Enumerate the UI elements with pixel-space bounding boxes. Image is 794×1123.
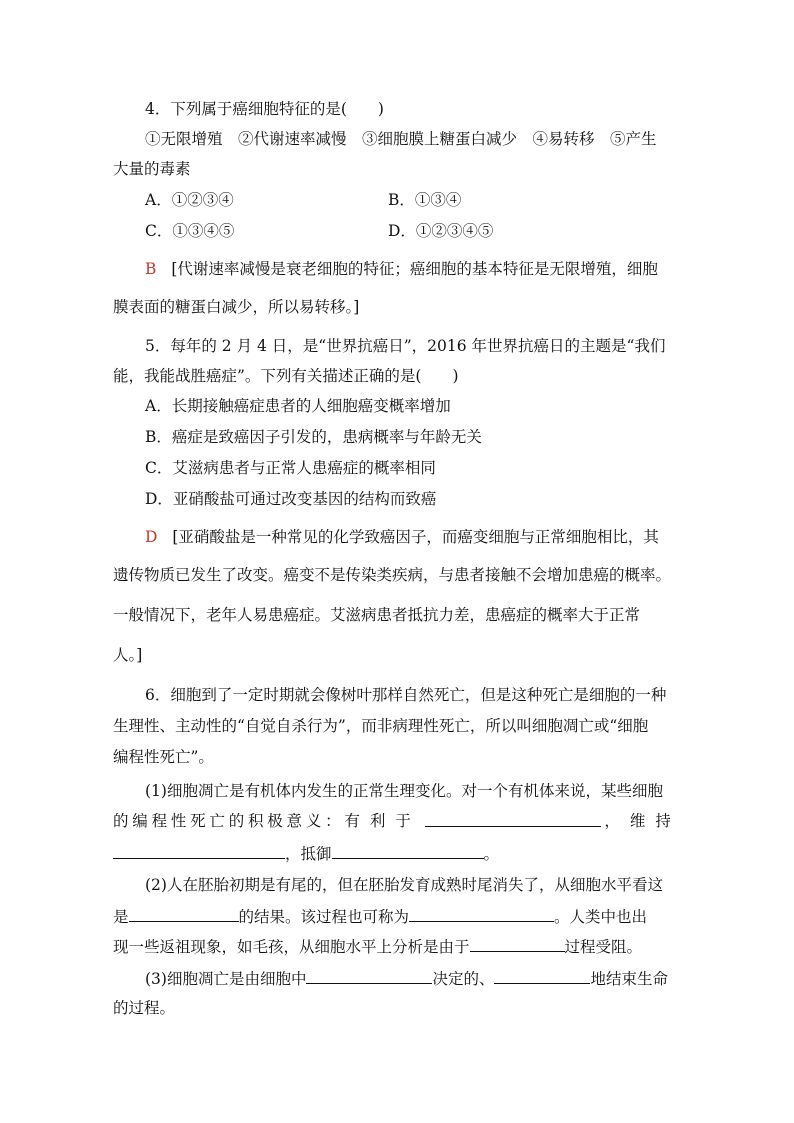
q6-part2-mid: 的结果。该过程也可称为 — [238, 908, 410, 926]
q6-part2-line3-start: 现一些返祖现象，如毛孩，从细胞水平上分析是由于 — [113, 938, 470, 956]
q4-choice-b: B．①③④ — [388, 191, 462, 209]
q6-part2-line2 — [113, 906, 647, 927]
q5-explanation-text: [亚硝酸盐是一种常见的化学致癌因子，而癌变细胞与正常细胞相比，其 — [172, 528, 659, 546]
q6-part1-line3 — [113, 843, 499, 864]
q6-part2-end: 。人类中也出 — [554, 908, 648, 926]
q6-part1-char: 程 — [151, 812, 168, 830]
q6-part3-mid: 决定的、 — [432, 970, 495, 988]
q5-stem-line1: 5．每年的 2 月 4 日，是“世界抗癌日”，2016 年世界抗癌日的主题是“我们 — [145, 337, 666, 355]
q6-part2-blank-1[interactable] — [129, 906, 239, 922]
q6-part1-line1: (1)细胞凋亡是有机体内发生的正常生理变化。对一个有机体来说，某些细胞 — [145, 782, 663, 800]
q6-part1-youli: 有利于 — [344, 812, 421, 830]
q6-part1-char: 编 — [132, 812, 148, 830]
q4-options-line2: 大量的毒素 — [113, 160, 191, 178]
q6-stem-line2: 生理性、主动性的“自觉自杀行为”，而非病理性死亡，所以叫细胞凋亡或“细胞 — [113, 717, 649, 735]
q4-options-line1: ①无限增殖 ②代谢速率减慢 ③细胞膜上糖蛋白减少 ④易转移 ⑤产生 — [145, 130, 657, 148]
q6-part1-blank-3[interactable] — [332, 843, 484, 859]
q4-stem: 4．下列属于癌细胞特征的是( ) — [145, 100, 384, 118]
q4-answer-letter: B — [145, 260, 157, 278]
q6-part3-start: (3)细胞凋亡是由细胞中 — [145, 970, 307, 988]
q6-part2-line1: (2)人在胚胎初期是有尾的，但在胚胎发育成熟时尾消失了，从细胞水平看这 — [145, 876, 663, 894]
q5-choice-b: B．癌症是致癌因子引发的，患病概率与年龄无关 — [145, 428, 482, 446]
q6-part1-char: ： — [325, 812, 341, 830]
q6-part2-blank-3[interactable] — [470, 936, 565, 952]
q6-part1-char: 的 — [113, 812, 129, 830]
q4-explanation-text: [代谢速率减慢是衰老细胞的特征；癌细胞的基本特征是无限增殖，细胞 — [171, 260, 658, 278]
q5-choice-c: C．艾滋病患者与正常人患癌症的概率相同 — [145, 459, 436, 477]
q6-part1-char: 的 — [228, 812, 245, 830]
q6-part1-char: 死 — [190, 812, 206, 830]
q4-choice-c: C．①③④⑤ — [145, 222, 235, 240]
q6-part3-blank-1[interactable] — [306, 968, 432, 984]
q5-stem-line2: 能，我能战胜癌症”。下列有关描述正确的是( ) — [113, 367, 459, 385]
q4-choice-d: D．①②③④⑤ — [388, 222, 494, 240]
q6-part1-char: 意 — [286, 812, 303, 830]
q4-explanation-line2: 膜表面的糖蛋白减少，所以易转移。] — [113, 298, 360, 316]
q6-part2-blank-2[interactable] — [409, 906, 554, 922]
q6-part1-line2 — [113, 811, 681, 831]
q6-part2-line3 — [113, 936, 642, 957]
q6-part1-char: 积 — [247, 812, 264, 830]
q4-choice-a: A．①②③④ — [145, 191, 234, 209]
q6-part1-blank-2[interactable] — [113, 843, 285, 859]
q6-part1-char: 亡 — [209, 812, 225, 830]
q6-part1-diyu: ，抵御 — [285, 845, 332, 863]
q5-explanation-line2: 遗传物质已发生了改变。癌变不是传染类疾病，与患者接触不会增加患癌的概率。 — [113, 566, 672, 584]
q5-explanation-line4: 人。] — [113, 646, 143, 664]
q6-part1-weichi: ，维持 — [604, 812, 681, 830]
q5-explanation-line3: 一般情况下，老年人易患癌症。艾滋病患者抵抗力差，患癌症的概率大于正常 — [113, 606, 641, 624]
q6-part3-line2: 的过程。 — [113, 999, 176, 1017]
q6-part1-char: 极 — [267, 812, 283, 830]
q6-part1-end: 。 — [483, 845, 500, 863]
q6-part1-char: 义 — [305, 812, 322, 830]
q4-explanation-line1 — [145, 259, 658, 279]
q6-part2-shi: 是 — [113, 908, 129, 926]
q6-part3-end: 地结束生命 — [590, 970, 668, 988]
q6-part1-spaced-text — [113, 811, 681, 831]
q6-stem-line1: 6．细胞到了一定时期就会像树叶那样自然死亡，但是这种死亡是细胞的一种 — [145, 686, 667, 704]
q6-part3-blank-2[interactable] — [494, 968, 590, 984]
q5-choice-a: A．长期接触癌症患者的人细胞癌变概率增加 — [145, 397, 451, 415]
q6-part1-char: 性 — [170, 812, 187, 830]
q6-part2-line3-end: 过程受阻。 — [564, 938, 643, 956]
q5-explanation-line1 — [145, 527, 659, 547]
q5-answer-letter: D — [145, 528, 158, 546]
q5-choice-d: D．亚硝酸盐可通过改变基因的结构而致癌 — [145, 490, 437, 508]
q6-stem-line3: 编程性死亡”。 — [113, 748, 214, 766]
q6-part3-line1 — [145, 968, 668, 989]
q6-part1-blank-1[interactable] — [425, 811, 601, 827]
